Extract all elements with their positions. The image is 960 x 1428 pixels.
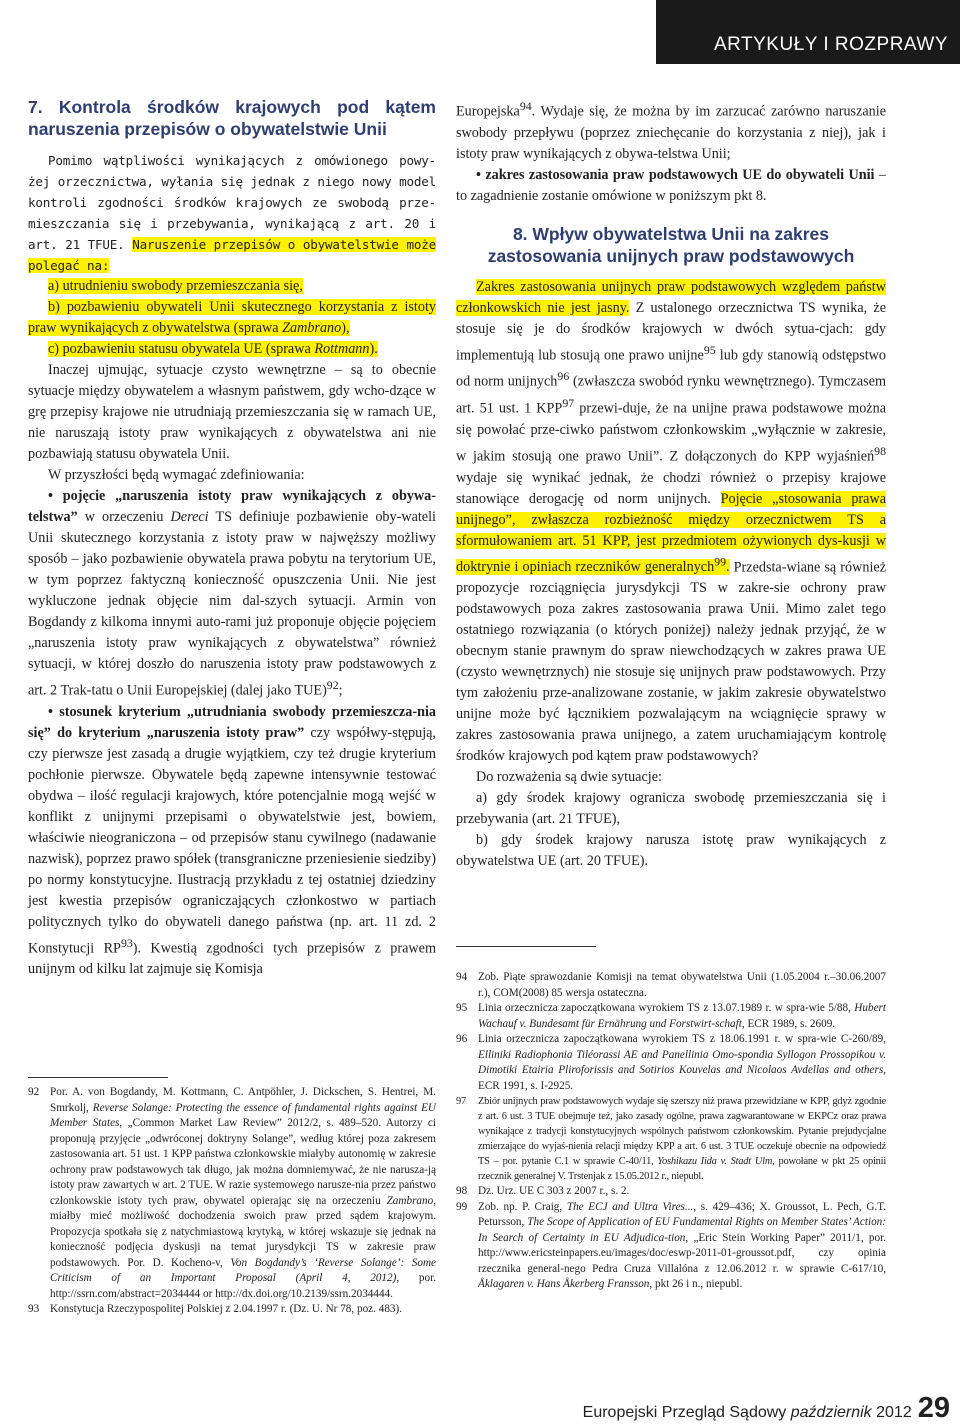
footnote-number: 93 xyxy=(28,1303,40,1315)
paragraph xyxy=(28,297,436,339)
footnote-96 xyxy=(456,1032,886,1094)
text: wydaje się wynikać jednak, że chodzi również o przepisy krajowe stanowiące derogację od norm unijnych. xyxy=(456,469,886,507)
footnotes-right xyxy=(456,970,886,1293)
text: , ECR 1989, s. 2609. xyxy=(741,1017,836,1030)
issue-month: październik xyxy=(790,1404,872,1421)
text: , s. 429–436; X. Groussot, L. Pech, G.T. Petursson, xyxy=(478,1200,887,1228)
case-name: Åklagaren v. Hans Åkerberg Fransson xyxy=(478,1278,650,1290)
footnote-ref[interactable]: 96 xyxy=(557,369,570,384)
footnote-98 xyxy=(456,1184,886,1200)
right-column xyxy=(456,96,886,872)
highlight: Naruszenie przepisów o obywatelstwie może polegać na: xyxy=(28,237,436,273)
paragraph xyxy=(456,277,886,768)
text: Pojęcie „stosowania prawa unijnego”, zwłaszcza rozbieżność między orzecznictwem TS a sformułowaniem art. 51 KPP, jest przedmiotem ożywionych dys-kusji w doktrynie i opiniach rzeczników generalnych xyxy=(456,490,886,576)
footnote-text xyxy=(478,1032,886,1094)
bullet-term: • pojęcie „naruszenia istoty praw wynikających z obywa-telstwa” xyxy=(28,488,436,525)
highlight: Zakres zastosowania unijnych praw podstawowych względem państw członkowskich nie jest jasny. xyxy=(456,278,886,316)
paragraph xyxy=(28,339,436,360)
page-number: 29 xyxy=(917,1392,950,1424)
footnote-ref[interactable]: 93 xyxy=(120,935,133,950)
paragraph xyxy=(28,150,436,276)
footnotes-left xyxy=(28,1085,436,1318)
title: Zambrano xyxy=(386,1194,434,1207)
page-footer xyxy=(583,1392,950,1425)
footnote-text: Dz. Urz. UE C 303 z 2007 r., s. 2. xyxy=(478,1185,630,1197)
case-name: Yoshikazu Iida v. Stadt Ulm xyxy=(657,1156,773,1167)
text: Przedsta-wiane są również propozycje rozciągnięcia jurysdykcji TS w zakre-sie ochrony praw podstawowych poza zakres zastosowania prawa Unii. Mimo zalet tego ostatniego rozwiązania (o których poniżej) należy jednak przyjąć, że w obecnym stanie prawnym do spraw niewchodzących w zakres prawa UE (czysto wewnętrznych) nie stosuje się unijnych praw podstawowych. Przy tym założeniu prze-analizowane zostanie, w jakim zakresie obywatelstwo unijne może być łącznikiem pozwalającym na wciągnięcie sprawy w zakres zastosowania prawa unijnego, a zatem uruchamiającym kontrolę środków krajowych pod kątem praw podstawowych? xyxy=(456,559,886,765)
title: Von Bogdandy’s ‘Reverse Solange’: Some Criticism of an Important Proposal (April 4, 2012) xyxy=(50,1256,436,1284)
footnote-94 xyxy=(456,970,886,1001)
text: , pkt 26 i n., niepubl. xyxy=(649,1278,743,1290)
text: Pomimo wątpliwości wynikających z omówionego powy-żej orzecznictwa, wyłania się jednak z niego nowy model kontroli zgodności środków krajowych ze swobodą prze-mieszczania się i przebywania, wynikającą z art. 20 i art. 21 TFUE. xyxy=(28,153,436,252)
footnote-text xyxy=(478,1094,886,1184)
text: ). xyxy=(369,341,378,357)
footnote-ref[interactable]: 99 xyxy=(714,554,727,569)
footnote-95 xyxy=(456,1001,886,1032)
footnote-number: 96 xyxy=(456,1033,468,1045)
paragraph: Inaczej ujmując, sytuacje czysto wewnętrzne – są to obecnie sytuacje między obywatelem a własnym państwem, gdy wcho-dzące w grę przepisy krajowe nie utrudniają przemieszczania się w ramach UE, nie naruszają istoty praw wynikających z obywatelstwa ani nie pozbawiają statusu obywatela Unii. xyxy=(28,362,436,462)
paragraph: b) gdy środek krajowy narusza istotę praw wynikających z obywatelstwa UE (art. 20 TFUE). xyxy=(456,832,886,870)
footnote-rule xyxy=(456,946,596,947)
text: Por. A. von Bogdandy, M. Kottmann, C. Antpöhler, J. Dickschen, S. Hentrei, M. Smrkolj, xyxy=(50,1086,436,1114)
case-name: Zambrano xyxy=(282,320,342,336)
bullet-paragraph xyxy=(28,486,436,702)
paragraph: Do rozważenia są dwie sytuacje: xyxy=(476,769,662,786)
case-name: Dereci xyxy=(170,509,209,525)
footnote-99 xyxy=(456,1200,886,1293)
footnote-text: Konstytucja Rzeczypospolitej Polskiej z 2.04.1997 r. (Dz. U. Nr 78, poz. 483). xyxy=(50,1303,403,1315)
text: b) pozbawieniu obywateli Unii skutecznego korzystania z istoty praw wynikających z obywatelstwa (sprawa xyxy=(28,299,436,336)
paragraph: a) gdy środek krajowy ogranicza swobodę przemieszczania się i przebywania (art. 21 TFUE), xyxy=(456,790,886,828)
case-name: Rottmann xyxy=(314,341,370,357)
issue-year: 2012 xyxy=(871,1404,912,1421)
footnote-92 xyxy=(28,1085,436,1302)
text: , powołane w pkt 25 opinii rzecznik generalnej V. Trstenjak z 15.05.2012 r., niepubl. xyxy=(478,1156,887,1182)
footnote-ref[interactable]: 92 xyxy=(326,678,339,692)
footnote-97 xyxy=(456,1094,886,1184)
paragraph xyxy=(456,96,886,165)
footnote-number: 97 xyxy=(456,1096,466,1107)
footnote-number: 98 xyxy=(456,1185,468,1197)
text: , ECR 1991, s. I-2925. xyxy=(478,1064,886,1092)
text: w orzeczeniu xyxy=(77,509,171,525)
footnote-number: 92 xyxy=(28,1086,40,1098)
footnote-text: Zob. Piąte sprawozdanie Komisji na temat obywatelstwa Unii (1.05.2004 r.–30.06.2007 r.), COM(2008) 85 wersja ostateczna. xyxy=(478,971,886,999)
bullet-paragraph xyxy=(28,702,436,981)
footnote-rule xyxy=(28,1077,168,1078)
text: , „Eric Stein Working Paper” 2011/1, por. http://www.ericsteinpapers.eu/images/doc/eswp-2011-01-groussot.pdf, czy opinia rzecznika general-nego Pedra Cruza Villalóna z 12.06.2012 r. w sprawie C-617/10, xyxy=(478,1231,886,1275)
text: . Wydaje się, że można by im zarzucać zarówno naruszanie swobody przepływu (poprzez zniechęcanie do korzystania z niej), jak i istoty praw wynikających z obywa-telstwa Unii; xyxy=(456,103,886,162)
text: TS definiuje pozbawienie oby-wateli Unii skutecznego korzystania z istoty praw w najwęższy możliwy sposób – jako pozbawienie obywatela prawa pobytu na terytorium UE, w tym poprzez faktyczną konieczność opuszczenia Unii. Nie jest wykluczone jednak objęcie nim dal-szych sytuacji. Armin von Bogdandy z kilkoma innymi auto-rami już proponuje objęcie pojęciem „naruszenia istoty praw wynikających z obywatelstwa” również sytuacji, w której doszło do naruszenia istoty praw podstawowych z art. 2 Trak-tatu o Unii Europejskiej (dalej jako TUE) xyxy=(28,509,436,699)
case-name: Hubert Wachauf v. Bundesamt für Ernährung und Forstwirt-schaft xyxy=(478,1002,886,1030)
bullet-paragraph xyxy=(456,165,886,207)
text: (zwłaszcza swobód rynku wewnętrznego). Tymczasem art. 51 ust. 1 KPP xyxy=(456,374,886,417)
highlight xyxy=(48,278,303,294)
text: ). Kwestią zgodności tych przepisów z prawem unijnym od kilku lat zajmuje się Komisja xyxy=(28,940,437,978)
text: Zob. np. P. Craig, xyxy=(478,1200,567,1213)
section-label: ARTYKUŁY I ROZPRAWY xyxy=(713,34,948,55)
paragraph: W przyszłości będą wymagać zdefiniowania: xyxy=(48,467,305,483)
text: , miałby mieć możliwość dochodzenia swoich praw przed sądem krajowym. Propozycja spotkała się z natychmiastową krytyką, w której wskazuje się jednak na konieczność podjęcia dyskusji na temat jurysdykcji TS w zakresie praw podstawowych. Por. D. Kocheno-v, xyxy=(50,1194,436,1269)
text: przewi-duje, że na unijne prawa podstawowe można się powołać prze-ciwko państwom członkowskim „wyłącznie w zakresie, w jakim stosują one prawo Unii”. Z dołączonych do KPP wyjaśnień xyxy=(456,400,886,465)
section-header-bar xyxy=(656,0,960,64)
text: , „Common Market Law Review” 2012/2, s. 489–520. Autorzy ci proponują przyjęcie „odwróconej doktryny Solange”, według której poza zakresem zastosowania art. 51 ust. 1 KPP państwa członkowskie miałyby autonomię w zakresie ochrony praw podstawowych tak długo, jak można domniemywać, że nie narusza-ją istoty praw zawartych w art. 2 TUE. W razie systemowego narusze-nia przez państwo członkowskie istoty tych praw, obywatel opierając się na orzeczeniu xyxy=(50,1117,436,1207)
footnote-text xyxy=(478,1001,886,1032)
case-name: Elliniki Radiophonia Tiléorassi AE and Panellinia Omo-spondia Syllogon Prossopikou v. Dimotiki Etairia Pliroforissis and Sotirios Kouvelas and Nicolaos Avdellas and others xyxy=(478,1048,886,1076)
footnote-ref[interactable]: 97 xyxy=(562,396,575,411)
text: czy współwy-stępują, czy pierwsze jest zasadą a drugie wyjątkiem, czy też drugie kryterium pochłonie pierwsze. Obywatele będą zapewne intensywnie testować obydwa – ilość regulacji krajowych, które potencjalnie mogą wejść w konflikt z unijnymi przepisami o obywatelstwie jest, bowiem, właściwie nieograniczona – od przepisów stanu cywilnego (nadawanie nazwisk), poprzez prawo spółek (transgraniczne przeniesienie siedziby) po normy konstytucyjne. Ilustracją przykładu z tej ostatniej dziedziny jest kwestia przepisów ograniczających członkostwo w partiach politycznych tylko do obywateli danego państwa (np. art. 11 zd. 2 Konstytucji RP xyxy=(28,724,436,957)
footnote-text xyxy=(50,1085,436,1302)
footnote-ref[interactable]: 98 xyxy=(874,443,886,458)
footnote-ref[interactable]: 94 xyxy=(519,99,532,113)
text: Europejska xyxy=(456,103,520,120)
text: Linia orzecznicza zapoczątkowana wyrokiem TS z 13.07.1989 r. w spra-wie 5/88, xyxy=(478,1002,855,1014)
paragraph xyxy=(28,276,436,297)
title: The ECJ and Ultra Vires... xyxy=(566,1200,694,1213)
footnote-number: 94 xyxy=(456,971,468,983)
footnote-ref[interactable]: 95 xyxy=(703,342,716,357)
text: Z ustalonego orzecznictwa TS wynika, że stosuje się je do środków krajowych w dwóch sytua-cjach: gdy implementują lub stosują one prawo unijne xyxy=(456,299,886,364)
footnote-93 xyxy=(28,1302,436,1318)
section-8-heading: 8. Wpływ obywatelstwa Unii na zakres zastosowania unijnych praw podstawowych xyxy=(487,223,855,266)
title: The Scope of Application of EU Fundamental Rights on Member States’ Action: In Search of Certainty in EU Adjudica-tion xyxy=(478,1216,886,1244)
bullet-term: • stosunek kryterium „utrudniania swobody przemieszcza-nia się” do kryterium „naruszenia istoty praw” xyxy=(28,703,436,741)
text: – to zagadnienie zostanie omówione w poniższym pkt 8. xyxy=(456,166,886,204)
text: c) pozbawieniu statusu obywatela UE (sprawa xyxy=(48,341,315,357)
text: ; xyxy=(338,682,343,699)
section-7-heading: 7. Kontrola środków krajowych pod kątem naruszenia przepisów o obywatelstwie Unii xyxy=(28,97,436,139)
bullet-term: • zakres zastosowania praw podstawowych UE do obywateli Unii xyxy=(476,166,875,183)
highlight xyxy=(48,341,378,357)
highlight xyxy=(28,299,436,336)
footnote-text xyxy=(478,1200,886,1293)
text: ), xyxy=(341,320,350,336)
title: Reverse Solange: Protecting the essence of fundamental rights against EU Member States xyxy=(50,1101,436,1129)
footnote-number: 95 xyxy=(456,1002,468,1014)
text: a) utrudnieniu swobody przemieszczania się, xyxy=(48,278,303,294)
text: lub gdy stanowią odstępstwo od norm unijnych xyxy=(456,347,887,391)
text: , por. http://ssrn.com/abstract=2034444 or http://dx.doi.org/10.2139/ssrn.2034444. xyxy=(50,1272,436,1300)
journal-name: Europejski Przegląd Sądowy xyxy=(582,1404,791,1421)
text: Zbiór unijnych praw podstawowych wydaje się szerszy niż prawa przewidziane w KPP, gdyż zgodnie z art. 6 ust. 3 TUE obejmuje też, jako zasady ogólne, prawa zagwarantowane w EKPCz oraz prawa wynikające z tradycji konstytucyjnych wspólnych państwom członkowskim. Pytanie prejudycjalne zmierzające do wyjaś-nienia relacji między KPP a art. 6 ust. 3 TUE oczekuje obecnie na odpowiedź TS – por. pytanie C.1 w sprawie C-40/11, xyxy=(478,1096,886,1167)
left-column xyxy=(28,96,436,980)
footnote-number: 99 xyxy=(456,1200,468,1213)
text: Linia orzecznicza zapoczątkowana wyrokiem TS z 18.06.1991 r. w spra-wie C-260/89, xyxy=(478,1033,886,1045)
text: . xyxy=(726,559,730,576)
